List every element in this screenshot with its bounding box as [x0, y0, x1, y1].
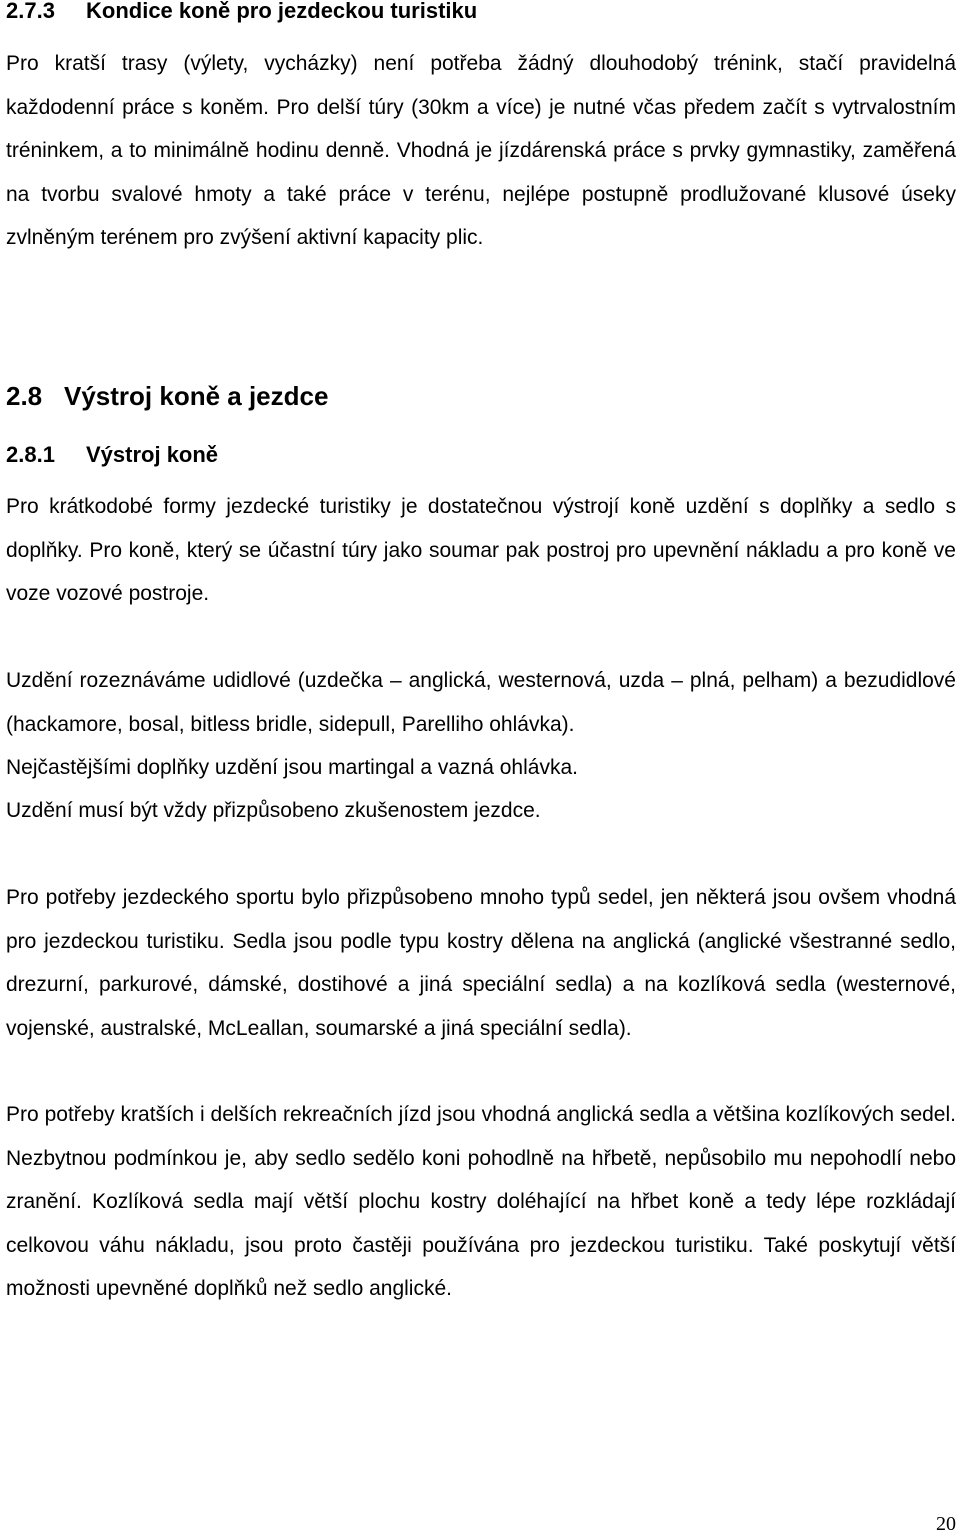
section-number: 2.8 — [6, 381, 43, 411]
paragraph-uzdeni-types: Uzdění rozeznáváme udidlové (uzdečka – anglická, westernová, uzda – plná, pelham) a bezudidlové (hackamore, bosal, bitless bridle, sidepull, Parelliho ohlávka). — [6, 669, 956, 736]
page-number: 20 — [936, 1513, 956, 1535]
section-heading-2-7-3 — [6, 0, 477, 28]
section-title: Výstroj koně a jezdce — [64, 381, 329, 411]
paragraph-uzdeni-jezdec: Uzdění musí být vždy přizpůsobeno zkušenostem jezdce. — [6, 799, 541, 822]
section-number: 2.7.3 — [6, 0, 55, 23]
section-number: 2.8.1 — [6, 442, 55, 467]
section-title: Kondice koně pro jezdeckou turistiku — [86, 0, 478, 23]
paragraph-sedla-types: Pro potřeby jezdeckého sportu bylo přizpůsobeno mnoho typů sedel, jen některá jsou ovšem vhodná pro jezdeckou turistiku. Sedla jsou podle typu kostry dělena na anglická (anglické všestranné sedlo, drezurní, parkurové, dámské, dostihové a jiná speciální sedla) a na kozlíková sedla (westernové, vojenské, australské, McLeallan, soumarské a jiná speciální sedla). — [6, 886, 956, 1040]
paragraph-uzdeni-doplnky: Nejčastějšími doplňky uzdění jsou martingal a vazná ohlávka. — [6, 756, 578, 779]
paragraph-sedla-turistika: Pro potřeby kratších i delších rekreačních jízd jsou vhodná anglická sedla a většina kozlíkových sedel. Nezbytnou podmínkou je, aby sedlo sedělo koni pohodlně na hřbetě, nepůsobilo mu nepohodlí nebo zranění. Kozlíková sedla mají větší plochu kostry doléhající na hřbet koně a tedy lépe rozkládají celkovou váhu nákladu, jsou proto častěji používána pro jezdeckou turistiku. Také poskytují větší možnosti upevněné doplňků než sedlo anglické. — [6, 1103, 956, 1300]
paragraph-vystroj-intro: Pro krátkodobé formy jezdecké turistiky je dostatečnou výstrojí koně uzdění s doplňky a sedlo s doplňky. Pro koně, který se účastní túry jako soumar pak postroj pro upevnění nákladu a pro koně ve voze vozové postroje. — [6, 495, 956, 605]
paragraph-kondice: Pro kratší trasy (výlety, vycházky) není potřeba žádný dlouhodobý trénink, stačí pravidelná každodenní práce s koněm. Pro delší túry (30km a více) je nutné včas předem začít s vytrvalostním tréninkem, a to minimálně hodinu denně. Vhodná je jízdárenská práce s prvky gymnastiky, zaměřená na tvorbu svalové hmoty a také práce v terénu, nejlépe postupně prodlužované klusové úseky zvlněným terénem pro zvýšení aktivní kapacity plic. — [6, 52, 956, 249]
section-title: Výstroj koně — [86, 442, 219, 467]
section-heading-2-8-1 — [6, 438, 218, 472]
section-heading-2-8 — [6, 378, 328, 414]
